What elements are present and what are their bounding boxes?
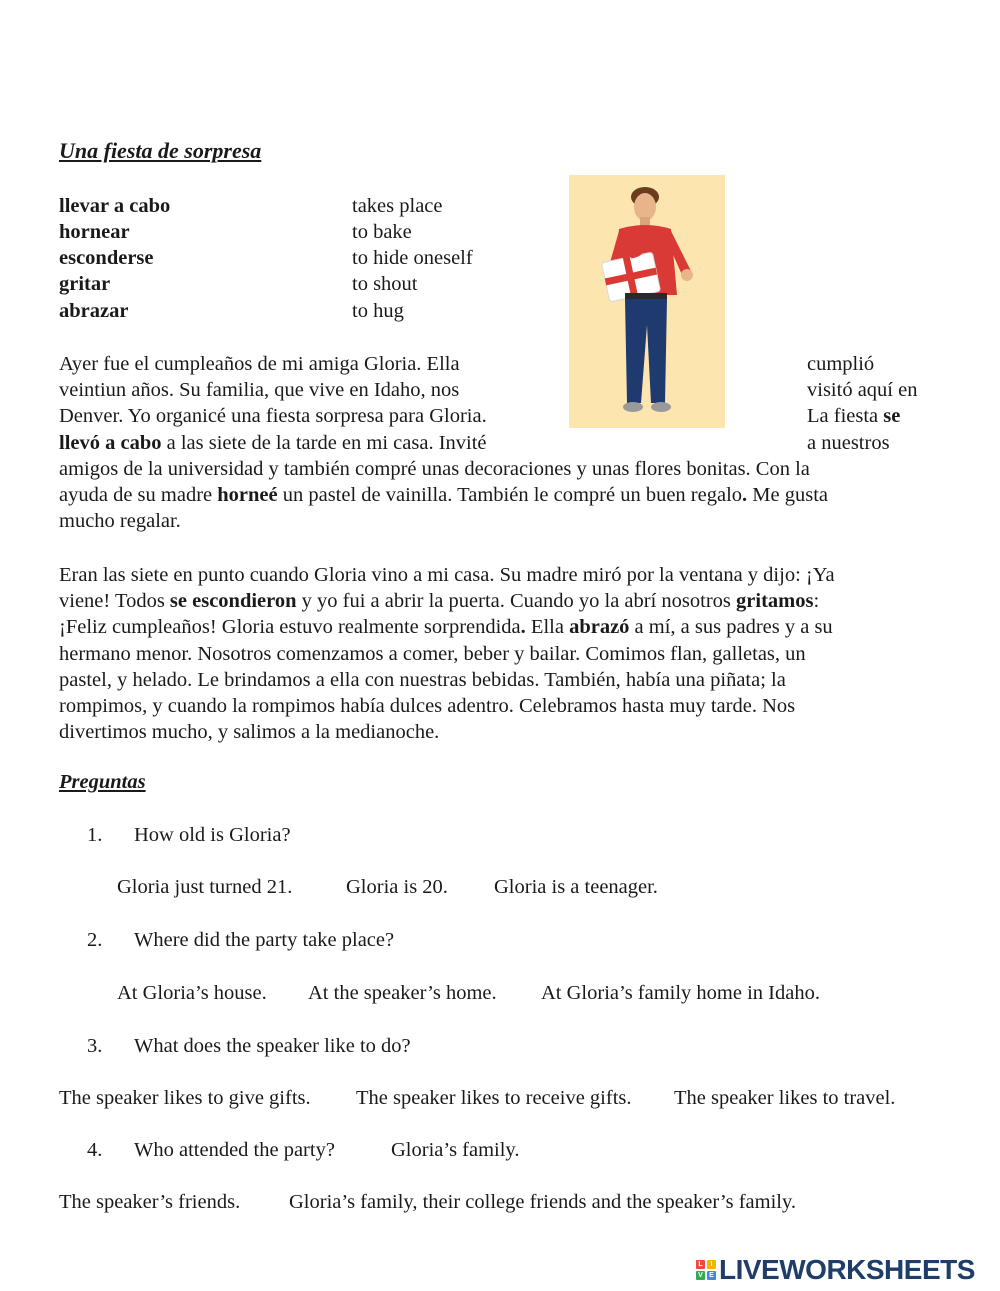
line-text: ¡Feliz cumpleaños! Gloria estuvo realmente sorprendida <box>59 616 521 639</box>
line-text: Me gusta <box>747 484 829 507</box>
answer-option[interactable]: At the speaker’s home. <box>308 982 497 1004</box>
paragraph-line: divertimos mucho, y salimos a la medianoche. <box>59 721 440 744</box>
vocab-highlight: gritamos <box>736 590 814 613</box>
paragraph-line <box>59 588 939 614</box>
answer-option[interactable]: Gloria’s family. <box>391 1139 520 1161</box>
vocab-definition: takes place <box>352 195 443 217</box>
logo-text: LIVEWORKSHEETS <box>719 1254 975 1285</box>
vocab-highlight: abrazó <box>569 616 630 639</box>
vocab-word: hornear <box>59 221 130 243</box>
answer-option[interactable]: The speaker likes to give gifts. <box>59 1087 311 1109</box>
logo-letter: E <box>707 1271 716 1280</box>
question-text: What does the speaker like to do? <box>134 1035 411 1057</box>
vocab-definition: to bake <box>352 221 412 243</box>
question-number: 3. <box>87 1035 103 1057</box>
logo-letter: L <box>696 1260 705 1269</box>
paragraph-line: mucho regalar. <box>59 510 181 533</box>
paragraph-line: Denver. Yo organicé una fiesta sorpresa para Gloria. <box>59 405 487 428</box>
paragraph-line: a nuestros <box>807 431 890 454</box>
line-text: : <box>813 590 820 613</box>
vocab-word: abrazar <box>59 300 129 322</box>
vocab-word: esconderse <box>59 247 154 269</box>
vocab-highlight: llevó a cabo <box>59 431 162 454</box>
questions-heading: Preguntas <box>59 771 146 793</box>
vocab-highlight: se escondieron <box>169 590 297 613</box>
line-text: . <box>520 616 526 639</box>
paragraph-line: pastel, y helado. Le brindamos a ella con nuestras bebidas. También, había una piñata; la <box>59 668 786 691</box>
answer-option[interactable]: Gloria is a teenager. <box>494 876 658 898</box>
story-paragraph-2 <box>59 562 939 745</box>
line-text: a mí, a sus padres y a su <box>629 616 833 639</box>
paragraph-line: cumplió <box>807 353 875 375</box>
paragraph-line: amigos de la universidad y también compré unas decoraciones y unas flores bonitas. Con la <box>59 457 810 480</box>
vocab-highlight: se <box>883 405 901 428</box>
logo-letter: V <box>696 1271 705 1280</box>
paragraph-line <box>59 614 939 640</box>
paragraph-line: hermano menor. Nosotros comenzamos a comer, beber y bailar. Comimos flan, galletas, un <box>59 642 806 665</box>
vocab-definition: to shout <box>352 273 418 295</box>
line-text: ayuda de su madre <box>59 484 218 507</box>
vocab-definition: to hide oneself <box>352 247 473 269</box>
paragraph-line: veintiun años. Su familia, que vive en Idaho, nos <box>59 379 460 402</box>
paragraph-line: visitó aquí en <box>807 379 918 402</box>
answer-option[interactable]: The speaker’s friends. <box>59 1191 241 1213</box>
answer-option[interactable]: The speaker likes to travel. <box>674 1087 896 1109</box>
vocab-word: gritar <box>59 273 111 295</box>
vocab-definition: to hug <box>352 300 404 322</box>
line-text: un pastel de vainilla. También le compré un buen regalo <box>277 484 743 507</box>
logo-letter: I <box>707 1260 716 1269</box>
answer-option[interactable]: Gloria is 20. <box>346 876 448 898</box>
vocab-word: llevar a cabo <box>59 195 171 217</box>
paragraph-line <box>807 403 917 429</box>
answer-option[interactable]: The speaker likes to receive gifts. <box>356 1087 632 1109</box>
question-number: 1. <box>87 824 103 846</box>
answer-option[interactable]: At Gloria’s family home in Idaho. <box>541 982 820 1004</box>
question-text: Where did the party take place? <box>134 929 395 951</box>
paragraph-line: rompimos, y cuando la rompimos había dulces adentro. Celebramos hasta muy tarde. Nos <box>59 695 796 718</box>
line-text: viene! Todos <box>59 590 170 613</box>
liveworksheets-logo-icon <box>696 1260 716 1280</box>
line-text: . <box>742 484 748 507</box>
paragraph-line: Eran las siete en punto cuando Gloria vino a mi casa. Su madre miró por la ventana y dijo: ¡Ya <box>59 564 835 586</box>
vocab-highlight: horneé <box>217 484 278 507</box>
question-number: 2. <box>87 929 103 951</box>
liveworksheets-logo[interactable] <box>696 1254 975 1286</box>
line-text: y yo fui a abrir la puerta. Cuando yo la abrí nosotros <box>296 590 737 613</box>
question-text: How old is Gloria? <box>134 824 291 846</box>
story-paragraph-1-right-column <box>807 351 917 456</box>
question-text: Who attended the party? <box>134 1139 335 1161</box>
line-text: Ella <box>525 616 570 639</box>
line-text: La fiesta <box>807 405 884 428</box>
page-title: Una fiesta de sorpresa <box>59 138 262 163</box>
line-text: a las siete de la tarde en mi casa. Invité <box>161 431 487 454</box>
answer-option[interactable]: Gloria’s family, their college friends and the speaker’s family. <box>289 1191 797 1213</box>
answer-option[interactable]: At Gloria’s house. <box>117 982 267 1004</box>
answer-option[interactable]: Gloria just turned 21. <box>117 876 293 898</box>
paragraph-line <box>59 482 939 508</box>
paragraph-line: Ayer fue el cumpleaños de mi amiga Gloria. Ella <box>59 353 460 375</box>
question-number: 4. <box>87 1139 103 1161</box>
